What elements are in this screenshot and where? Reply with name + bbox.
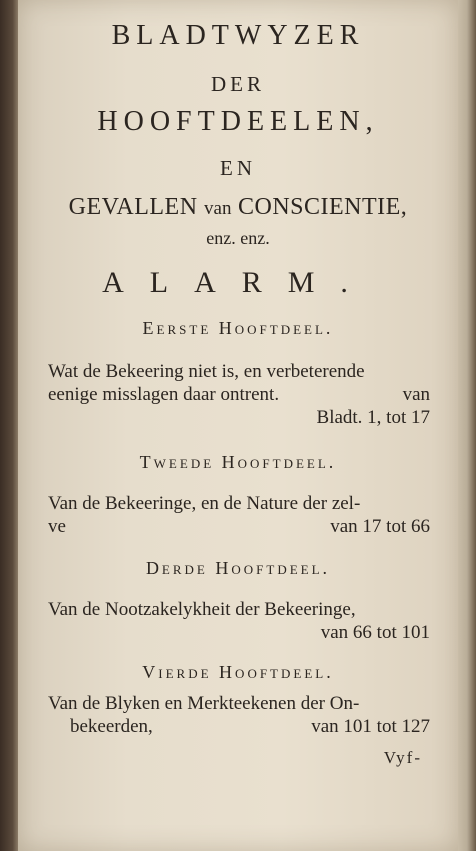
chapter-3-text-1: Van de Nootzakelykheit der Bekeeringe,: [48, 599, 356, 620]
heading-enz: enz. enz.: [206, 228, 270, 248]
catchword: Vyf-: [383, 748, 422, 767]
chapter-2-line-2: [48, 515, 430, 538]
chapter-4-text-2: bekeerden,: [70, 716, 153, 737]
chapter-1-text-van: van: [402, 384, 430, 405]
heading-van-word: van: [204, 198, 232, 219]
chapter-3-entry: [48, 598, 430, 644]
chapter-4-entry: [48, 692, 430, 738]
chapter-2-title: Tweede Hooftdeel.: [139, 452, 337, 472]
heading-en: EN: [220, 156, 256, 180]
chapter-1-pages: Bladt. 1, tot 17: [316, 407, 430, 428]
chapter-2-entry: [48, 492, 430, 538]
chapter-4-title: Vierde Hooftdeel.: [142, 662, 334, 682]
book-page: [18, 0, 458, 851]
chapter-1-line-1: [48, 360, 430, 383]
chapter-1-title: Eerste Hooftdeel.: [142, 318, 334, 338]
heading-der: DER: [211, 72, 265, 96]
chapter-2-pages: van 17 tot 66: [330, 516, 430, 537]
chapter-4-line-2: [48, 715, 430, 738]
chapter-2-text-1: Van de Bekeeringe, en de Nature der zel-: [48, 493, 361, 514]
heading-gevallen: [18, 194, 458, 221]
heading-alarm: ALARM.: [102, 266, 374, 299]
page-edge: [458, 0, 476, 851]
chapter-3-line-1: [48, 598, 430, 621]
chapter-1-text-1: Wat de Bekeering niet is, en verbeterende: [48, 361, 365, 382]
heading-conscientie-word: CONSCIENTIE,: [237, 194, 408, 220]
chapter-2-line-1: [48, 492, 430, 515]
chapter-3-pages: van 66 tot 101: [320, 622, 430, 643]
chapter-3-title: Derde Hooftdeel.: [145, 558, 331, 578]
chapter-1-text-2: eenige misslagen daar ontrent.: [48, 384, 280, 405]
heading-gevallen-word: GEVALLEN: [68, 194, 198, 220]
chapter-2-text-2: ve: [48, 516, 66, 537]
book-gutter: [0, 0, 18, 851]
chapter-4-text-1: Van de Blyken en Merkteekenen der On-: [48, 693, 360, 714]
chapter-4-pages: van 101 tot 127: [311, 716, 430, 737]
index-title: BLADTWYZER: [111, 20, 365, 51]
chapter-4-line-1: [48, 692, 430, 715]
heading-hooftdeelen: HOOFTDEELEN,: [97, 106, 379, 137]
chapter-1-line-2: [48, 383, 430, 406]
chapter-1-entry: [48, 360, 430, 429]
